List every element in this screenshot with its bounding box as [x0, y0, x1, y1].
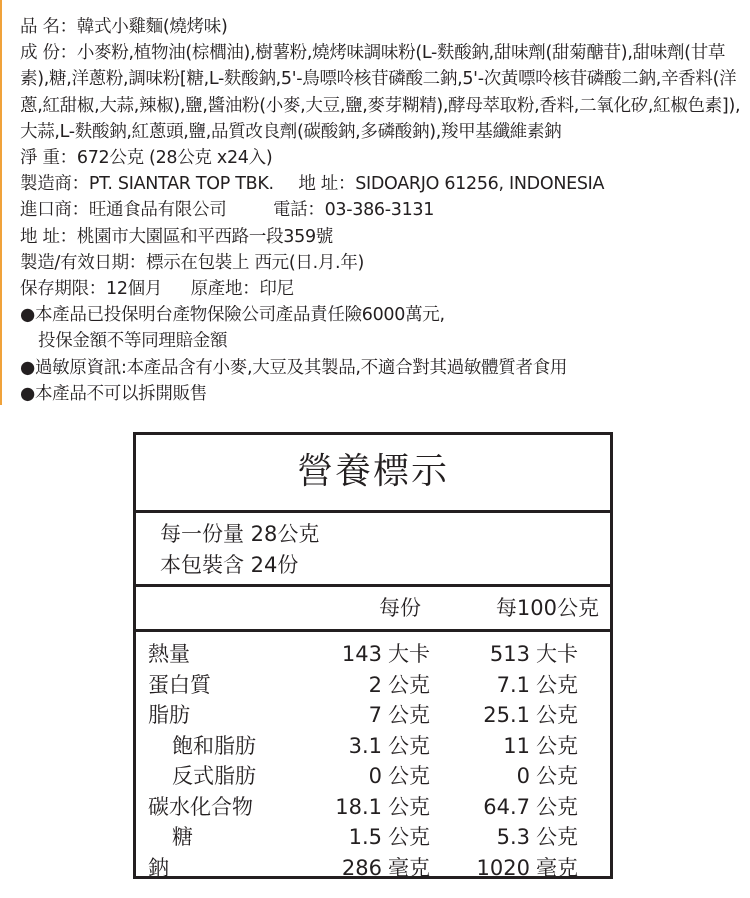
product-info [20, 14, 742, 407]
ingredients-label: 成 份： [20, 43, 77, 64]
date-label: 製造/有效日期： [20, 252, 146, 273]
per-serving-unit: 公克 [388, 703, 430, 727]
per-100g-unit: 公克 [536, 703, 578, 727]
nutrient-name: 碳水化合物 [148, 794, 253, 819]
phone-label: 電話： [272, 200, 325, 221]
manufacturer-label: 製造商： [20, 174, 89, 195]
per-serving-unit: 公克 [388, 794, 430, 819]
column-headers [136, 587, 610, 632]
address-label: 地 址： [20, 226, 77, 247]
insurance-note: ●本產品已投保明台產物保險公司產品責任險6000萬元, [20, 305, 445, 326]
per-serving-value: 2 [368, 672, 382, 697]
orange-edge-line [0, 0, 2, 405]
allergen-note: ●過敏原資訊:本產品含有小麥,大豆及其製品,不適合對其過敏體質者食用 [20, 357, 568, 378]
nutrient-row-carbohydrate [136, 792, 610, 823]
nutrient-name: 飽和脂肪 [172, 733, 256, 758]
nutrient-row-energy [136, 639, 610, 670]
per-100g-unit: 大卡 [536, 642, 578, 666]
product-name-row [20, 14, 742, 40]
origin-label: 原產地： [190, 279, 260, 300]
nutrient-name: 糖 [172, 825, 193, 849]
manufacturer-address-value: SIDOARJO 61256, INDONESIA [355, 174, 605, 195]
shelf-life-value: 12個月 [106, 279, 163, 300]
per-100g-unit: 公克 [536, 672, 578, 697]
per-serving-header: 每份 [379, 596, 421, 620]
importer-row [20, 197, 742, 223]
per-serving-unit: 公克 [388, 672, 430, 697]
date-row [20, 250, 742, 276]
importer-value: 旺通食品有限公司 [88, 200, 227, 221]
per-100g-unit: 公克 [536, 764, 578, 788]
phone-value: 03-386-3131 [324, 200, 435, 221]
per-100g-value: 7.1 [496, 672, 530, 697]
per-serving-value: 18.1 [335, 794, 382, 819]
nutrient-row-saturated-fat [136, 731, 610, 762]
manufacturer-row [20, 171, 742, 197]
servings-per-pack: 本包裝含 24份 [160, 553, 299, 577]
per-100g-value: 513 [489, 642, 530, 666]
per-100g-unit: 公克 [536, 733, 578, 758]
per-serving-value: 143 [341, 642, 382, 666]
per-serving-unit: 大卡 [388, 642, 430, 666]
nutrient-name: 蛋白質 [148, 672, 211, 697]
nutrient-row-sugar [136, 822, 610, 853]
per-serving-value: 0 [368, 764, 382, 788]
per-100g-value: 64.7 [483, 794, 530, 819]
manufacturer-value: PT. SIANTAR TOP TBK. [88, 174, 274, 195]
address-row [20, 224, 742, 250]
origin-value: 印尼 [259, 279, 294, 300]
serving-size: 每一份量 28公克 [160, 522, 320, 546]
per-serving-unit: 毫克 [388, 855, 430, 880]
net-weight-row [20, 145, 742, 171]
per-100g-value: 0 [516, 764, 530, 788]
nutrient-name: 脂肪 [148, 703, 190, 727]
nutrient-name: 熱量 [148, 642, 190, 666]
shelf-life-row [20, 276, 742, 302]
nutrition-table [133, 432, 613, 879]
per-serving-value: 286 [341, 855, 382, 880]
net-weight-label: 淨 重： [20, 148, 77, 169]
per-100g-value: 1020 [476, 855, 530, 880]
per-serving-unit: 公克 [388, 764, 430, 788]
per-100g-value: 5.3 [496, 825, 530, 849]
date-value: 標示在包裝上 西元(日.月.年) [146, 252, 365, 273]
nutrient-row-trans-fat [136, 761, 610, 792]
per-serving-value: 3.1 [348, 733, 382, 758]
nutrient-row-sodium [136, 853, 610, 884]
nutrient-row-fat [136, 700, 610, 731]
nutrient-name: 反式脂肪 [172, 764, 256, 788]
per-serving-value: 1.5 [348, 825, 382, 849]
nutrition-title: 營養標示 [136, 435, 610, 513]
per-serving-unit: 公克 [388, 733, 430, 758]
nutrient-name: 鈉 [148, 855, 169, 880]
per-100g-unit: 公克 [536, 794, 578, 819]
serving-info [136, 513, 610, 587]
product-name-value: 韓式小雞麵(燒烤味) [76, 17, 228, 37]
per-100g-unit: 毫克 [536, 855, 578, 880]
ingredients-value: 小麥粉,植物油(棕櫚油),樹薯粉,燒烤味調味粉(L-麩酸鈉,甜味劑(甜菊醣苷),甜味劑(甘草素),糖,洋蔥粉,調味粉[糖,L-麩酸鈉,5'-鳥嘌呤核苷磷酸二鈉,5'-次黃嘌呤核苷磷酸二鈉,辛香料(洋蔥,紅甜椒,大蒜,辣椒),鹽,醬油粉(小麥,大豆,鹽,麥芽糊精),酵母萃取粉,香料,二氧化矽,紅椒色素]),大蒜,L-麩酸鈉,紅蔥頭,鹽,品質改良劑(碳酸鈉,多磷酸鈉),羧甲基纖維素鈉 [20, 43, 741, 142]
per-100g-header: 每100公克 [495, 596, 599, 620]
per-100g-unit: 公克 [536, 825, 578, 849]
per-100g-value: 11 [503, 733, 530, 758]
manufacturer-address-label: 地 址： [298, 174, 356, 195]
ingredients-row [20, 40, 742, 145]
per-100g-value: 25.1 [483, 703, 530, 727]
per-serving-value: 7 [368, 703, 382, 727]
no-split-sale-note: ●本產品不可以拆開販售 [20, 383, 207, 404]
nutrient-row-protein [136, 670, 610, 701]
shelf-life-label: 保存期限： [20, 279, 106, 300]
net-weight-value: 672公克 (28公克 x24入) [76, 148, 273, 169]
nutrient-rows [136, 632, 610, 883]
product-name-label: 品 名： [20, 17, 77, 37]
address-value: 桃園市大園區和平西路一段359號 [76, 226, 333, 247]
importer-label: 進口商： [20, 200, 89, 221]
per-serving-unit: 公克 [388, 825, 430, 849]
insurance-note-cont: 投保金額不等同理賠金額 [38, 331, 228, 352]
